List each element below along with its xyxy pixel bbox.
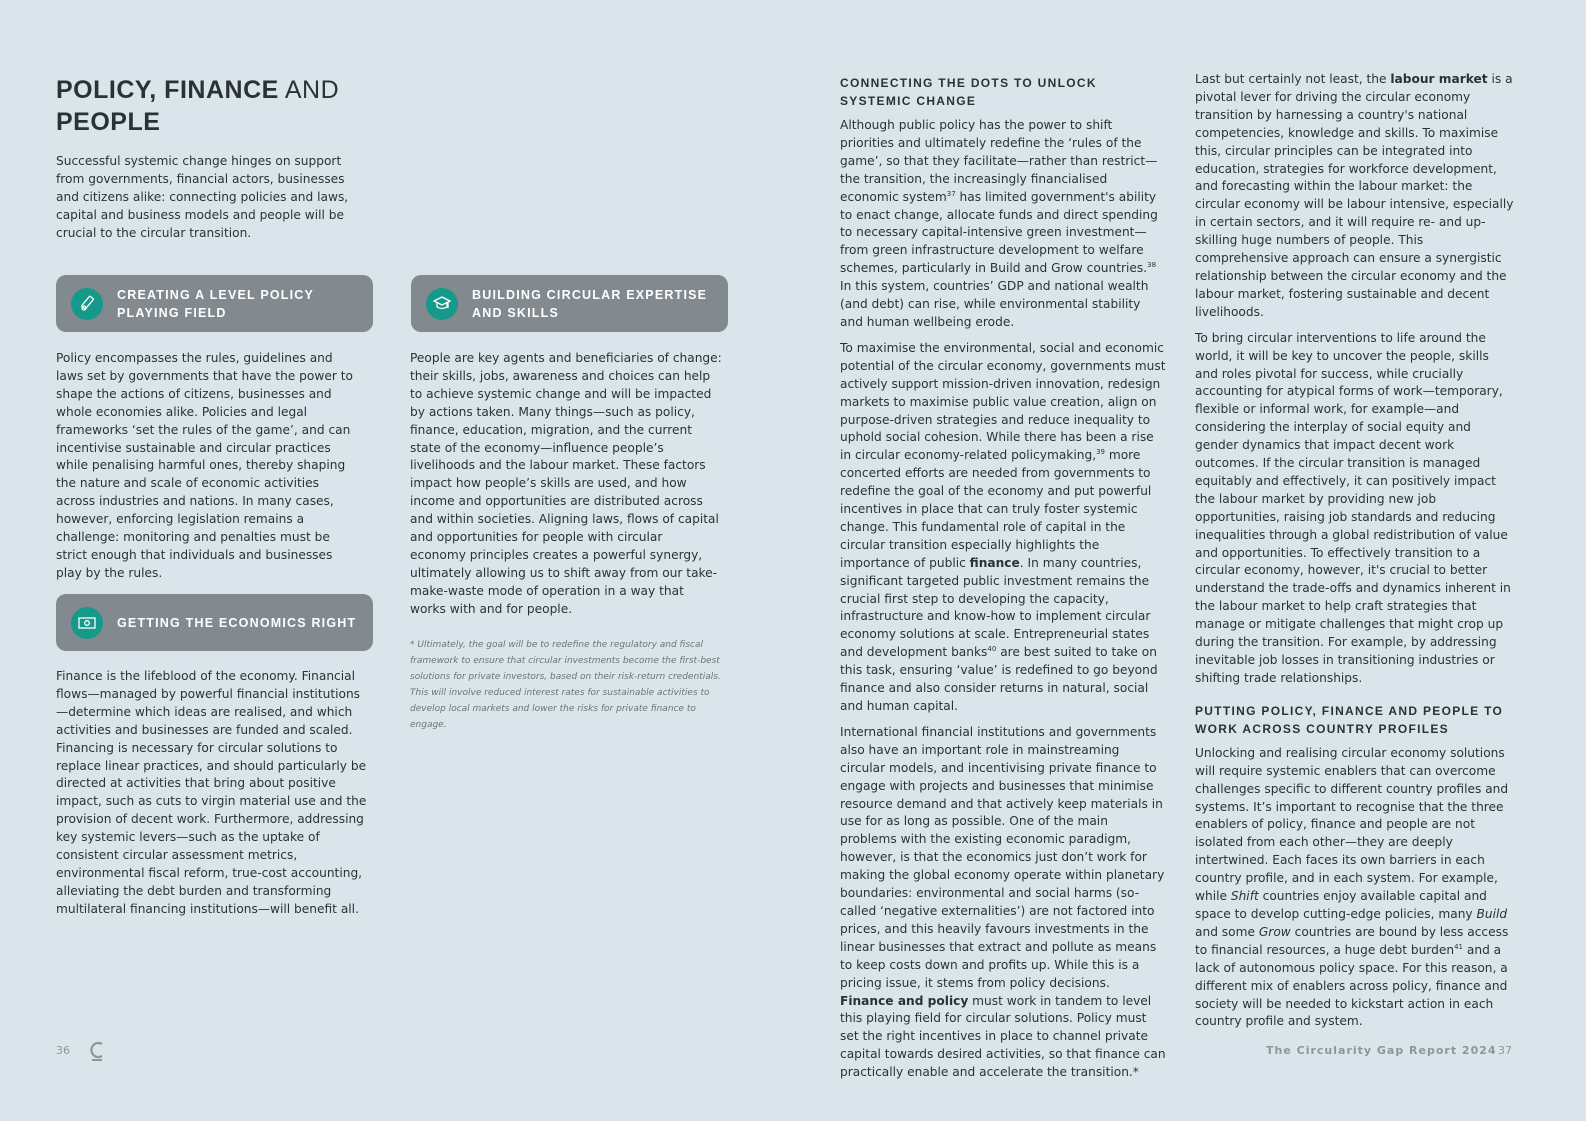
text-segment: Last but certainly not least, the (1195, 72, 1391, 86)
skills-text (410, 350, 722, 627)
text-segment: Finance is the lifeblood of the economy. Financial flows—managed by powerful financial institutions—determine which ideas are realised, and which activities and businesses are funded and scaled. Financing is necessary for circular solutions to replace linear practices, and should particularly be directed at activities that bring about positive impact, such as cuts to virgin material use and the provision of decent work. Furthermore, addressing key systemic levers—such as the uptake of consistent circular assessment metrics, environmental fiscal reform, true-cost accounting, alleviating the debt burden and transforming multilateral financing institutions—will benefit all. (56, 669, 367, 916)
page-title (56, 74, 339, 138)
footnote-reference: 37 (946, 189, 956, 198)
heading-label: CREATING A LEVEL POLICY PLAYING FIELD (117, 287, 314, 320)
text-segment: more concerted efforts are needed from governments to redefine the goal of the economy and put powerful incentives in place that can truly foster systemic change. This fundamental role of capital in the circular transition especially highlights the importance of public (840, 448, 1152, 570)
column-labour-market (1195, 71, 1515, 1039)
column-connecting-dots (840, 74, 1166, 1090)
paragraph (410, 350, 722, 619)
footnote-reference: 40 (987, 645, 997, 654)
paragraph (840, 724, 1166, 1082)
title-bold: POLICY, FINANCE (56, 76, 279, 104)
text-segment: Build (1476, 906, 1508, 921)
text-segment: . In many countries, significant targeted public investment remains the crucial first step to developing the capacity, infrastructure and know-how to implement circular economy solutions at scale. Entrepreneurial states and development banks (840, 555, 1151, 660)
text-segment: finance (969, 555, 1020, 570)
paragraph (56, 668, 368, 919)
text-segment: Grow (1258, 924, 1291, 939)
text-segment: International financial institutions and governments also have an important role in mainstreaming circular models, and incentivising private finance to engage with projects and businesses that minimise resource demand and that actively keep materials in use for as long as possible. One of the main problems with the existing economic paradigm, however, is that the economics just don’t work for making the global economy operate within planetary boundaries: environmental and social harms (so-called ‘negative externalities’) are not factored into prices, and this heavily favours investments in the linear businesses that extract and pollute as means to keep costs down and profits up. While this is a pricing issue, it stems from policy decisions. (840, 724, 1165, 990)
title-bold-2: PEOPLE (56, 108, 161, 136)
text-segment: To maximise the environmental, social and economic potential of the circular economy, governments must actively support mission-driven innovation, redesign markets to maximise public value creation, align on purpose-driven strategies and reduce inequality to uphold social cohesion. While there has been a rise in circular economy-related policymaking, (840, 340, 1166, 463)
text-segment: countries enjoy available capital and space to develop cutting-edge policies, many (1195, 889, 1487, 921)
text-segment: and a lack of autonomous policy space. For this reason, a different mix of enablers across policy, finance and society will be needed to kickstart action in each country profile and system. (1195, 942, 1508, 1029)
title-light: AND (284, 76, 340, 104)
heading-box-skills (411, 275, 728, 332)
section-heading: CONNECTING THE DOTS TO UNLOCK SYSTEMIC CHANGE (840, 76, 1097, 108)
footnote-reference: 41 (1454, 942, 1463, 951)
text-segment: are best suited to take on this task, ensuring ‘value’ is redefined to go beyond finance and also consider returns in natural, social and human capital. (840, 645, 1158, 713)
policy-text (56, 350, 361, 591)
paragraph (840, 117, 1166, 332)
heading-box-economics (56, 594, 373, 651)
text-segment: countries are bound by less access to financial resources, a huge debt burden (1195, 924, 1509, 957)
text-segment: must work in tandem to level this playing field for circular solutions. Policy must set the right incentives in place to channel private capital towards desired activities, so that finance can practically enable and accelerate the transition.* (840, 993, 1166, 1080)
heading-box-policy (56, 275, 373, 332)
text-segment: In this system, countries’ GDP and national wealth (and debt) can rise, while environmental stability and human wellbeing erode. (840, 279, 1149, 329)
paragraph (56, 350, 361, 583)
diploma-icon (71, 288, 103, 320)
text-segment: Although public policy has the power to shift priorities and ultimately redefine the ‘rules of the game’, so that they facilitate—rather than restrict—the transition, the increasingly financialised economic system (840, 118, 1158, 204)
text-segment: Policy encompasses the rules, guidelines and laws set by governments that have the power to shape the actions of citizens, businesses and whole economies alike. Policies and legal frameworks ‘set the rules of the game’, and can incentivise sustainable and circular practices while penalising harmful ones, thereby shaping the nature and scale of economic activities across industries and nations. In many cases, however, enforcing legislation remains a challenge: monitoring and penalties must be strict enough that individuals and businesses play by the rules. (56, 351, 353, 580)
circle-economy-logo-icon (88, 1040, 106, 1066)
heading-label: GETTING THE ECONOMICS RIGHT (117, 615, 357, 630)
banknote-icon (71, 607, 103, 639)
paragraph (1195, 71, 1515, 322)
text-segment: To bring circular interventions to life around the world, it will be key to uncover the people, skills and roles pivotal for success, while crucially accounting for atypical forms of work—temporary, flexible or informal work, for example—and considering the interplay of social equity and gender dynamics that impact decent work outcomes. If the circular transition is managed equitably and effectively, it can positively impact the labour market by providing new job opportunities, raising job standards and reducing inequalities through a global redistribution of value and opportunities. To effectively transition to a circular economy, however, it's crucial to better understand the trade-offs and dynamics inherent in the labour market to help craft strategies that manage or mitigate challenges that might crop up during the transition. For example, by addressing inevitable job losses in transitioning industries or shifting trade relationships. (1195, 330, 1511, 685)
text-segment: Finance and policy (840, 993, 969, 1008)
paragraph (1195, 745, 1515, 1032)
footnote-reference: 39 (1096, 448, 1105, 457)
page-number-right: 37 (1498, 1044, 1512, 1057)
text-segment: Successful systemic change hinges on support from governments, financial actors, businesses and citizens alike: connecting policies and laws, capital and business models and people will be crucial to the circular transition. (56, 154, 349, 240)
text-segment: is a pivotal lever for driving the circular economy transition by harnessing a country's national competencies, knowledge and skills. To maximise this, circular principles can be integrated into education, strategies for workforce development, and forecasting within the labour market: the circular economy will be labour intensive, especially in certain sectors, and it will require re- and up-skilling huge numbers of people. This comprehensive approach can ensure a synergistic relationship between the circular economy and the labour market, fostering sustainable and decent livelihoods. (1195, 72, 1514, 319)
report-title: The Circularity Gap Report 2024 (1266, 1044, 1497, 1057)
economics-text (56, 668, 368, 927)
text-segment: People are key agents and beneficiaries of change: their skills, jobs, awareness and choices can help to achieve systemic change and will be impacted by actions taken. Many things—such as policy, finance, education, migration, and the current state of the economy—influence people’s livelihoods and the labour market. These factors impact how people’s skills are used, and how income and opportunities are distributed across and within societies. Aligning laws, flows of capital and opportunities for people with circular economy principles creates a powerful synergy, ultimately allowing us to shift away from our take-make-waste mode of operation in a way that works with and for people. (410, 351, 722, 616)
text-segment: Shift (1230, 889, 1259, 904)
page-number-left: 36 (56, 1044, 70, 1057)
graduation-cap-icon (426, 288, 458, 320)
text-segment: and some (1195, 924, 1259, 939)
text-segment: Unlocking and realising circular economy solutions will require systemic enablers that can overcome challenges specific to different country profiles and systems. It’s important to recognise that the three enablers of policy, finance and people are not isolated from each other—they are deeply intertwined. Each faces its own barriers in each country profile, and in each system. For example, while (1195, 745, 1509, 904)
paragraph (1195, 330, 1515, 688)
footnote: * Ultimately, the goal will be to redefine the regulatory and fiscal framework to ensure that circular investments become the first-best solutions for private investors, based on their risk-return credentials. This will involve reduced interest rates for sustainable activities to develop local markets and lower the risks for private finance to engage. (410, 640, 721, 730)
paragraph (56, 153, 366, 243)
text-segment: has limited government's ability to enact change, allocate funds and direct spending to necessary capital-intensive green investment—from green infrastructure development to welfare schemes, particularly in Build and Grow countries. (840, 189, 1158, 276)
section-heading: PUTTING POLICY, FINANCE AND PEOPLE TO WORK ACROSS COUNTRY PROFILES (1195, 703, 1504, 736)
intro (56, 153, 366, 251)
footnote-reference: 38 (1147, 261, 1157, 270)
text-segment: labour market (1390, 72, 1488, 86)
paragraph (840, 340, 1166, 716)
heading-label: BUILDING CIRCULAR EXPERTISE AND SKILLS (472, 287, 708, 320)
